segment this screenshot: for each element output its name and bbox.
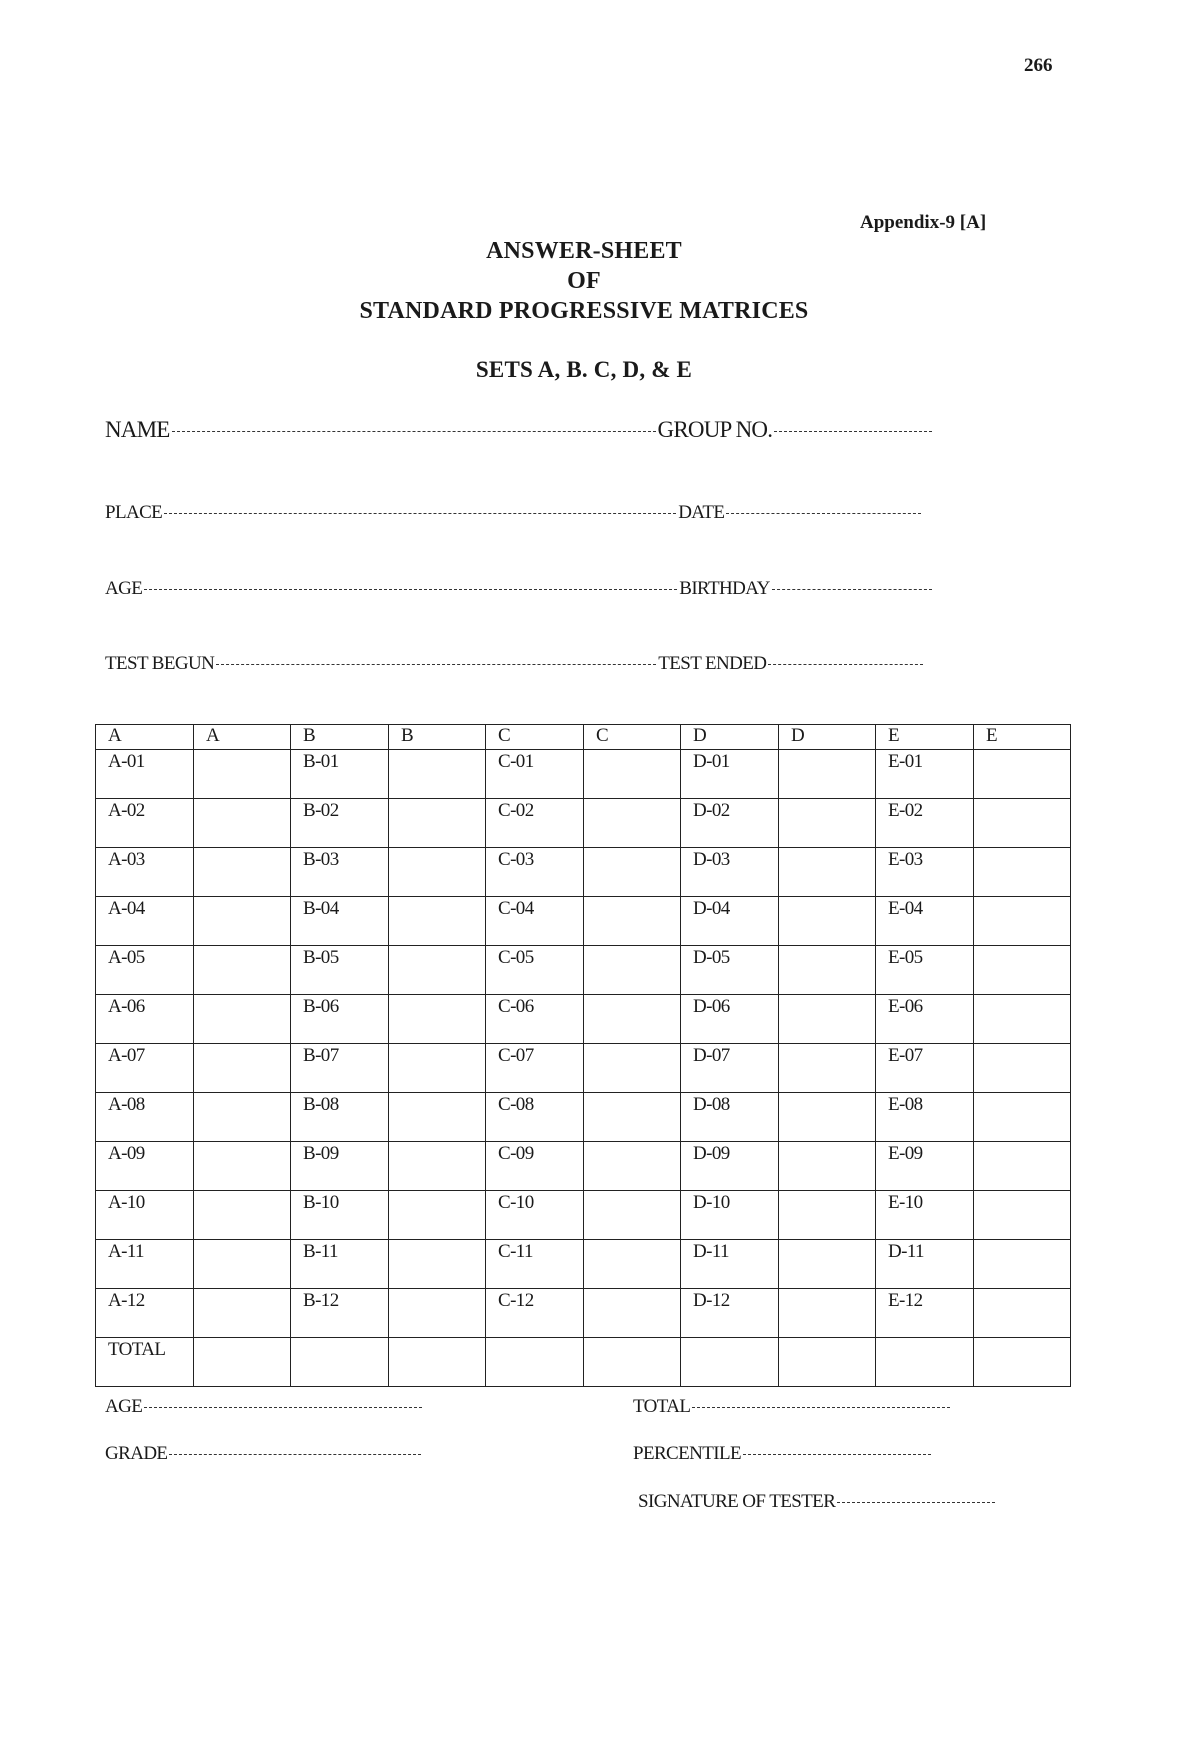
answer-cell-b[interactable]	[389, 946, 486, 995]
table-row	[96, 750, 1071, 799]
answer-table	[95, 724, 1071, 1387]
answer-cell-d[interactable]	[779, 995, 876, 1044]
table-row	[96, 1289, 1071, 1338]
table-row	[96, 1191, 1071, 1240]
header-set-c: C	[486, 725, 584, 750]
title-sets: SETS A, B. C, D, & E	[475, 357, 693, 382]
footer-age-line	[144, 1407, 422, 1408]
item-label-b: B-01	[291, 750, 389, 799]
grade-field[interactable]	[105, 1443, 423, 1465]
item-label-e: E-06	[876, 995, 974, 1044]
test-begun-field[interactable]	[105, 653, 925, 675]
total-cell[interactable]	[486, 1338, 584, 1387]
answer-cell-e[interactable]	[974, 1240, 1071, 1289]
footer-total-label: TOTAL	[633, 1396, 691, 1417]
answer-cell-e[interactable]	[974, 1289, 1071, 1338]
name-field[interactable]	[105, 417, 934, 443]
header-answer-a: A	[194, 725, 291, 750]
answer-cell-c[interactable]	[584, 750, 681, 799]
answer-cell-b[interactable]	[389, 750, 486, 799]
item-label-c: C-10	[486, 1191, 584, 1240]
item-label-c: C-01	[486, 750, 584, 799]
answer-cell-a[interactable]	[194, 1044, 291, 1093]
table-row	[96, 995, 1071, 1044]
answer-cell-c[interactable]	[584, 1289, 681, 1338]
answer-cell-d[interactable]	[779, 1044, 876, 1093]
answer-cell-a[interactable]	[194, 946, 291, 995]
answer-cell-c[interactable]	[584, 1044, 681, 1093]
item-label-e: E-09	[876, 1142, 974, 1191]
answer-cell-c[interactable]	[584, 1240, 681, 1289]
item-label-d: D-06	[681, 995, 779, 1044]
item-label-a: A-09	[96, 1142, 194, 1191]
answer-cell-e[interactable]	[974, 995, 1071, 1044]
answer-cell-a[interactable]	[194, 995, 291, 1044]
grade-label: GRADE	[105, 1443, 168, 1464]
answer-cell-e[interactable]	[974, 750, 1071, 799]
title-of: OF	[567, 268, 601, 294]
answer-cell-c[interactable]	[584, 1191, 681, 1240]
item-label-c: C-03	[486, 848, 584, 897]
item-label-d: D-08	[681, 1093, 779, 1142]
item-label-a: A-11	[96, 1240, 194, 1289]
item-label-b: B-11	[291, 1240, 389, 1289]
title-spm: STANDARD PROGRESSIVE MATRICES	[359, 298, 809, 324]
item-label-c: C-09	[486, 1142, 584, 1191]
answer-cell-a[interactable]	[194, 1240, 291, 1289]
place-line	[164, 513, 676, 514]
answer-cell-c[interactable]	[584, 1142, 681, 1191]
item-label-b: B-04	[291, 897, 389, 946]
answer-cell-e[interactable]	[974, 799, 1071, 848]
test-begun-line	[216, 664, 656, 665]
answer-cell-b[interactable]	[389, 1044, 486, 1093]
header-answer-b: B	[389, 725, 486, 750]
item-label-e: E-04	[876, 897, 974, 946]
answer-cell-c[interactable]	[584, 1093, 681, 1142]
header-set-e: E	[876, 725, 974, 750]
total-cell[interactable]	[194, 1338, 291, 1387]
answer-cell-a[interactable]	[194, 1289, 291, 1338]
total-cell[interactable]	[584, 1338, 681, 1387]
item-label-a: A-06	[96, 995, 194, 1044]
total-cell[interactable]	[876, 1338, 974, 1387]
group-no-line	[774, 431, 932, 432]
answer-cell-a[interactable]	[194, 897, 291, 946]
header-answer-d: D	[779, 725, 876, 750]
age-field[interactable]	[105, 578, 934, 600]
item-label-e: E-07	[876, 1044, 974, 1093]
header-set-d: D	[681, 725, 779, 750]
item-label-a: A-12	[96, 1289, 194, 1338]
answer-cell-c[interactable]	[584, 897, 681, 946]
total-cell[interactable]	[291, 1338, 389, 1387]
total-cell[interactable]	[779, 1338, 876, 1387]
footer-total-field[interactable]	[633, 1396, 952, 1418]
item-label-e: E-01	[876, 750, 974, 799]
answer-cell-d[interactable]	[779, 1142, 876, 1191]
name-label: NAME	[105, 417, 170, 442]
answer-cell-d[interactable]	[779, 897, 876, 946]
table-header-row	[96, 725, 1071, 750]
item-label-d: D-03	[681, 848, 779, 897]
answer-cell-e[interactable]	[974, 848, 1071, 897]
answer-cell-e[interactable]	[974, 1142, 1071, 1191]
answer-cell-d[interactable]	[779, 1289, 876, 1338]
answer-cell-b[interactable]	[389, 1191, 486, 1240]
total-cell[interactable]	[974, 1338, 1071, 1387]
answer-cell-b[interactable]	[389, 897, 486, 946]
answer-cell-a[interactable]	[194, 848, 291, 897]
item-label-a: A-03	[96, 848, 194, 897]
item-label-a: A-10	[96, 1191, 194, 1240]
item-label-d: D-12	[681, 1289, 779, 1338]
item-label-c: C-12	[486, 1289, 584, 1338]
birthday-line	[772, 589, 932, 590]
answer-cell-e[interactable]	[974, 1191, 1071, 1240]
total-cell[interactable]	[681, 1338, 779, 1387]
table-row	[96, 946, 1071, 995]
item-label-d: D-07	[681, 1044, 779, 1093]
table-row	[96, 897, 1071, 946]
item-label-a: A-01	[96, 750, 194, 799]
item-label-d: D-05	[681, 946, 779, 995]
test-ended-line	[768, 664, 923, 665]
answer-cell-b[interactable]	[389, 1240, 486, 1289]
item-label-a: A-08	[96, 1093, 194, 1142]
percentile-label: PERCENTILE	[633, 1443, 741, 1464]
item-label-e: E-12	[876, 1289, 974, 1338]
table-row	[96, 848, 1071, 897]
item-label-e: E-02	[876, 799, 974, 848]
item-label-c: C-07	[486, 1044, 584, 1093]
item-label-a: A-02	[96, 799, 194, 848]
item-label-d: D-02	[681, 799, 779, 848]
item-label-c: C-08	[486, 1093, 584, 1142]
item-label-e: D-11	[876, 1240, 974, 1289]
table-row	[96, 1142, 1071, 1191]
answer-cell-b[interactable]	[389, 995, 486, 1044]
answer-cell-c[interactable]	[584, 946, 681, 995]
answer-cell-c[interactable]	[584, 799, 681, 848]
header-set-a: A	[96, 725, 194, 750]
signature-line	[837, 1502, 995, 1503]
test-begun-label: TEST BEGUN	[105, 653, 215, 674]
answer-cell-e[interactable]	[974, 897, 1071, 946]
age-line	[144, 589, 677, 590]
item-label-b: B-12	[291, 1289, 389, 1338]
answer-cell-b[interactable]	[389, 1142, 486, 1191]
test-ended-label: TEST ENDED	[658, 653, 767, 674]
item-label-d: D-04	[681, 897, 779, 946]
total-label: TOTAL	[96, 1338, 194, 1387]
item-label-e: E-08	[876, 1093, 974, 1142]
item-label-d: D-10	[681, 1191, 779, 1240]
item-label-b: B-06	[291, 995, 389, 1044]
grade-line	[169, 1454, 421, 1455]
answer-cell-d[interactable]	[779, 750, 876, 799]
date-label: DATE	[678, 502, 725, 523]
footer-total-line	[692, 1407, 950, 1408]
answer-cell-d[interactable]	[779, 1191, 876, 1240]
answer-cell-d[interactable]	[779, 799, 876, 848]
title-answer-sheet: ANSWER-SHEET	[486, 238, 682, 264]
answer-cell-d[interactable]	[779, 1093, 876, 1142]
item-label-b: B-02	[291, 799, 389, 848]
item-label-b: B-08	[291, 1093, 389, 1142]
answer-cell-b[interactable]	[389, 848, 486, 897]
age-label: AGE	[105, 578, 143, 599]
item-label-a: A-07	[96, 1044, 194, 1093]
signature-label: SIGNATURE OF TESTER	[638, 1491, 836, 1512]
item-label-a: A-04	[96, 897, 194, 946]
answer-cell-a[interactable]	[194, 1093, 291, 1142]
item-label-c: C-04	[486, 897, 584, 946]
percentile-line	[743, 1454, 931, 1455]
item-label-d: D-09	[681, 1142, 779, 1191]
birthday-label: BIRTHDAY	[679, 578, 770, 599]
answer-cell-e[interactable]	[974, 946, 1071, 995]
percentile-field[interactable]	[633, 1443, 933, 1465]
item-label-b: B-07	[291, 1044, 389, 1093]
item-label-a: A-05	[96, 946, 194, 995]
answer-cell-e[interactable]	[974, 1044, 1071, 1093]
table-row	[96, 1044, 1071, 1093]
answer-cell-b[interactable]	[389, 1289, 486, 1338]
item-label-c: C-05	[486, 946, 584, 995]
signature-field[interactable]	[638, 1491, 997, 1513]
item-label-b: B-03	[291, 848, 389, 897]
item-label-b: B-09	[291, 1142, 389, 1191]
table-row	[96, 799, 1071, 848]
item-label-e: E-05	[876, 946, 974, 995]
place-label: PLACE	[105, 502, 163, 523]
table-row	[96, 1093, 1071, 1142]
item-label-d: D-01	[681, 750, 779, 799]
table-row	[96, 1240, 1071, 1289]
answer-cell-b[interactable]	[389, 799, 486, 848]
answer-cell-c[interactable]	[584, 995, 681, 1044]
answer-cell-a[interactable]	[194, 1191, 291, 1240]
total-row	[96, 1338, 1071, 1387]
answer-cell-d[interactable]	[779, 946, 876, 995]
footer-age-field[interactable]	[105, 1396, 424, 1418]
footer-age-label: AGE	[105, 1396, 143, 1417]
header-set-b: B	[291, 725, 389, 750]
header-answer-e: E	[974, 725, 1071, 750]
name-line	[172, 431, 656, 432]
appendix-label: Appendix-9 [A]	[860, 212, 987, 233]
item-label-d: D-11	[681, 1240, 779, 1289]
header-answer-c: C	[584, 725, 681, 750]
item-label-e: E-10	[876, 1191, 974, 1240]
date-line	[726, 513, 921, 514]
item-label-b: B-05	[291, 946, 389, 995]
answer-cell-d[interactable]	[779, 848, 876, 897]
answer-cell-b[interactable]	[389, 1093, 486, 1142]
item-label-c: C-02	[486, 799, 584, 848]
item-label-c: C-06	[486, 995, 584, 1044]
page-number: 266	[1024, 55, 1053, 76]
group-no-label: GROUP NO.	[657, 417, 773, 442]
item-label-b: B-10	[291, 1191, 389, 1240]
answer-cell-a[interactable]	[194, 1142, 291, 1191]
answer-cell-a[interactable]	[194, 750, 291, 799]
total-cell[interactable]	[389, 1338, 486, 1387]
answer-cell-e[interactable]	[974, 1093, 1071, 1142]
item-label-e: E-03	[876, 848, 974, 897]
item-label-c: C-11	[486, 1240, 584, 1289]
answer-cell-c[interactable]	[584, 848, 681, 897]
place-field[interactable]	[105, 502, 923, 524]
answer-cell-a[interactable]	[194, 799, 291, 848]
answer-cell-d[interactable]	[779, 1240, 876, 1289]
